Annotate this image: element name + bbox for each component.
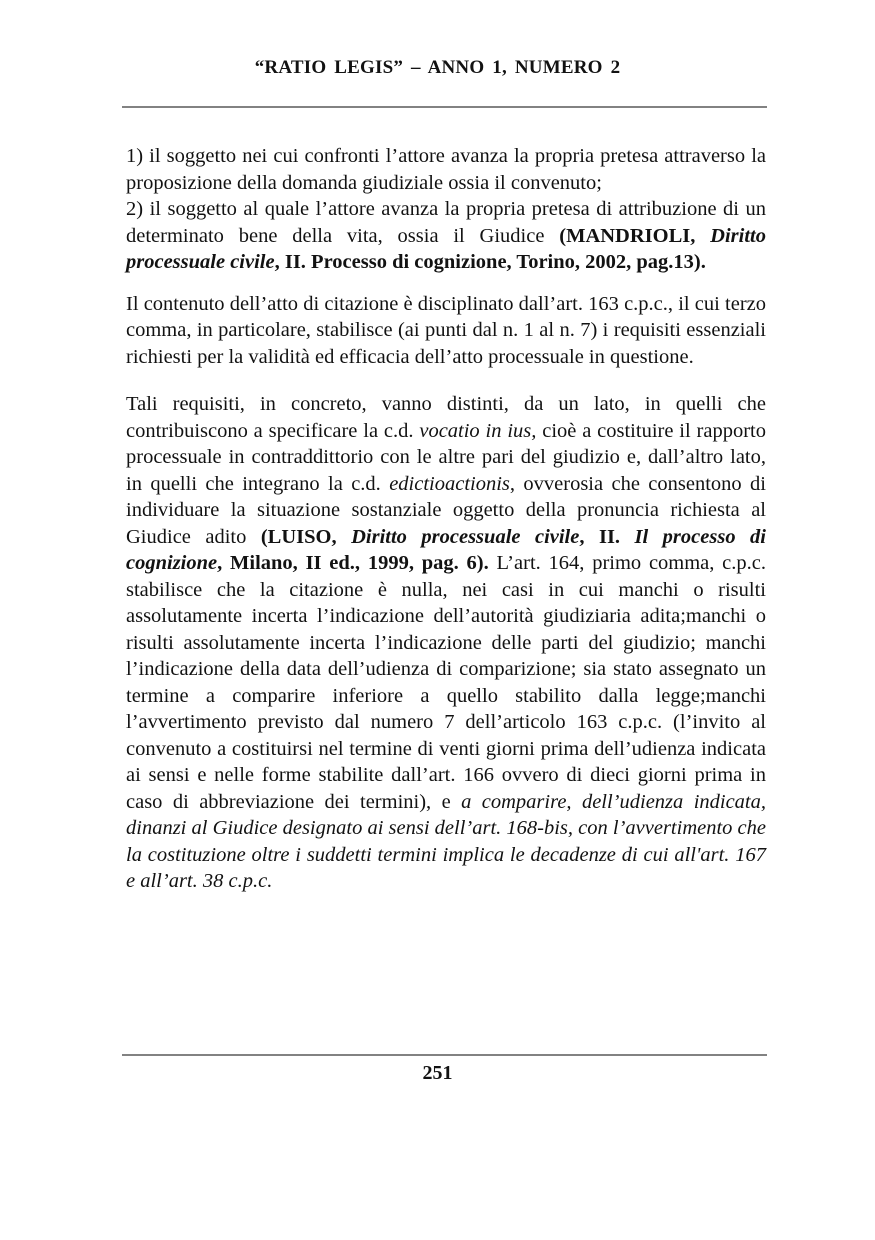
- text-run: , ovverosia che consentono di individuare la situazione sostanziale oggetto della pronuncia richiesta al Giudice adito: [126, 472, 767, 548]
- paragraph-requisiti: [126, 391, 766, 895]
- text-run: Diritto processuale civile: [126, 224, 766, 273]
- footer-divider-rule: [122, 1054, 767, 1056]
- text-body: [126, 143, 766, 895]
- text-run: L’art. 164, primo comma, c.p.c. stabilisce che la citazione è nulla, nei casi in cui manchi o risulti assolutamente incerta l’indicazione dell’autorità giudiziaria adita;manchi o risulti assolutamente incerta l’indicazione delle parti del giudizio; manchi l’indicazione della data dell’udienza di comparizione; sia stato assegnato un termine a comparire inferiore a quello stabilito dalla legge;manchi l’avvertimento previsto dal numero 7 dell’articolo 163 c.p.c. (l’invito al convenuto a costituirsi nel termine di venti giorni prima dell’udienza indicata ai sensi e nelle forme stabilite dall’art. 166 ovvero di dieci giorni prima in caso di abbreviazione dei termini), e: [126, 552, 767, 813]
- list-item-2: [126, 196, 766, 276]
- text-run: (MANDRIOLI,: [559, 224, 711, 247]
- text-run: 2) il soggetto al quale l’attore avanza la propria pretesa di attribuzione di un determinato bene della vita, ossia il Giudice: [126, 198, 766, 247]
- text-run: (LUISO,: [260, 525, 352, 548]
- text-run: , Milano, II ed., 1999, pag. 6).: [217, 552, 489, 574]
- page-number: 251: [422, 1062, 453, 1084]
- text-run: , II. Processo di cognizione, Torino, 2002, pag.13).: [274, 251, 706, 273]
- text-run: Tali requisiti, in concreto, vanno distinti, da un lato, in quelli che contribuiscono a specificare la c.d.: [126, 393, 766, 442]
- text-run: Il contenuto dell’atto di citazione è disciplinato dall’art. 163 c.p.c., il cui terzo comma, in particolare, stabilisce (ai punti dal n. 1 al n. 7) i requisiti essenziali richiesti per la validità ed efficacia dell’atto processuale in questione.: [126, 292, 766, 368]
- list-item-1: [126, 143, 766, 196]
- header-divider-rule: [122, 106, 767, 108]
- text-run: 1) il soggetto nei cui confronti l’attore avanza la propria pretesa attraverso la proposizione della domanda giudiziale ossia il convenuto;: [126, 145, 766, 194]
- text-run: cioè a costituire il rapporto processuale in contraddittorio con le altre pari del giudizio e, dall’altro lato, in quelli che integrano la c.d.: [126, 419, 766, 495]
- text-run: Il processo di cognizione: [126, 525, 766, 574]
- text-run: , II.: [579, 525, 635, 548]
- text-run: Diritto processuale civile: [351, 525, 580, 548]
- text-run: edictioactionis: [389, 472, 510, 495]
- text-run: vocatio in ius,: [419, 419, 537, 442]
- paragraph-contenuto-atto: [126, 291, 766, 371]
- text-run: a comparire, dell’udienza indicata, dinanzi al Giudice designato ai sensi dell’art. 168-bis, con l’avvertimento che la costituzione oltre i suddetti termini implica le decadenze di cui all'art. 167 e all’art. 38 c.p.c.: [126, 790, 767, 892]
- running-header-title: “RATIO LEGIS” – ANNO 1, NUMERO 2: [254, 57, 621, 78]
